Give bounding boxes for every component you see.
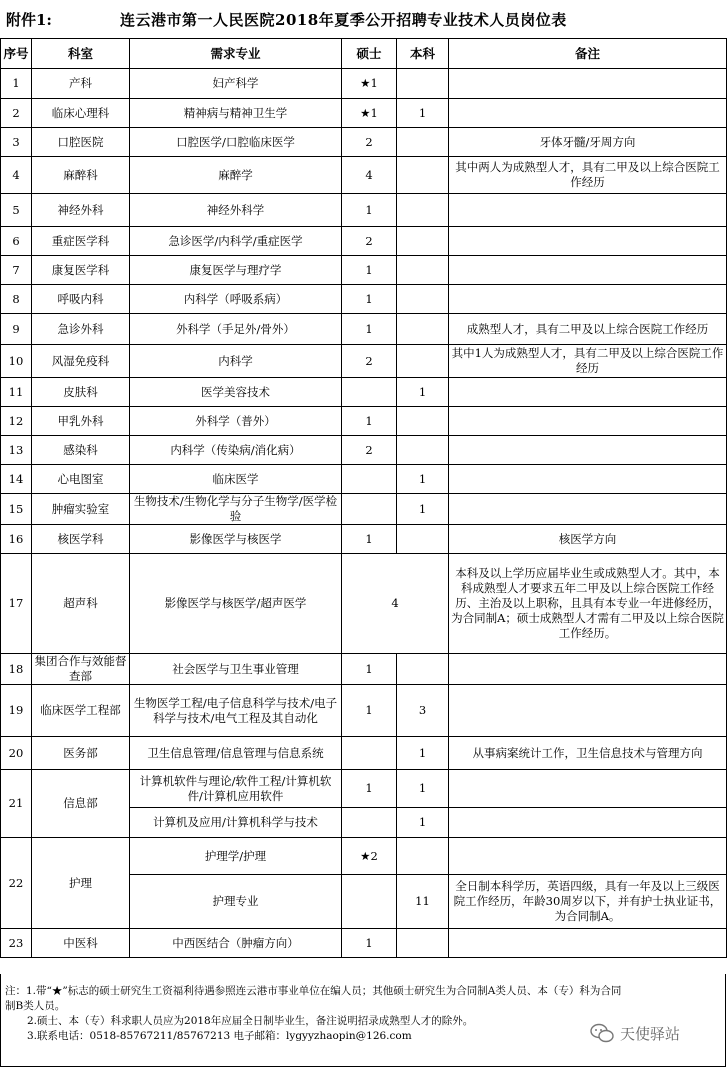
cell-bachelor: [397, 128, 449, 157]
table-row: [1, 654, 727, 685]
cell-note: 成熟型人才，具有二甲及以上综合医院工作经历: [449, 314, 727, 345]
cell-note: [449, 685, 727, 737]
cell-note: [449, 929, 727, 958]
cell-bachelor: 11: [397, 875, 449, 929]
cell-note: [449, 465, 727, 494]
cell-no: 23: [1, 929, 32, 958]
cell-note: [449, 378, 727, 407]
table-row: [1, 378, 727, 407]
cell-note: 牙体牙髓/牙周方向: [449, 128, 727, 157]
table-row: [1, 157, 727, 194]
col-header-note: 备注: [449, 39, 727, 69]
cell-master: [342, 875, 397, 929]
table-row: [1, 99, 727, 128]
cell-no: 22: [1, 838, 32, 929]
cell-bachelor: [397, 345, 449, 378]
cell-dept: 产科: [32, 69, 130, 99]
cell-dept: 心电图室: [32, 465, 130, 494]
cell-bachelor: [397, 654, 449, 685]
cell-master: [342, 378, 397, 407]
table-row: [1, 256, 727, 285]
cell-dept: 急诊外科: [32, 314, 130, 345]
table-header-row: [1, 39, 727, 69]
cell-no: 4: [1, 157, 32, 194]
cell-bachelor: 1: [397, 378, 449, 407]
table-row: [1, 227, 727, 256]
cell-dept: 超声科: [32, 554, 130, 654]
cell-dept: 皮肤科: [32, 378, 130, 407]
cell-master: 1: [342, 407, 397, 436]
cell-master: ★1: [342, 69, 397, 99]
attachment-label: 附件1:: [6, 11, 52, 29]
cell-major: 生物技术/生物化学与分子生物学/医学检验: [130, 494, 342, 525]
cell-no: 11: [1, 378, 32, 407]
cell-note: [449, 770, 727, 808]
cell-no: 16: [1, 525, 32, 554]
cell-dept: 中医科: [32, 929, 130, 958]
cell-major: 神经外科学: [130, 194, 342, 227]
cell-note: [449, 838, 727, 875]
cell-major: 计算机软件与理论/软件工程/计算机软件/计算机应用软件: [130, 770, 342, 808]
cell-dept: 康复医学科: [32, 256, 130, 285]
cell-note: [449, 654, 727, 685]
chat-bubble-icon: [590, 1022, 614, 1044]
cell-bachelor: 1: [397, 465, 449, 494]
table-row: [1, 929, 727, 958]
cell-master: [342, 465, 397, 494]
cell-note: 其中1人为成熟型人才，具有二甲及以上综合医院工作经历: [449, 345, 727, 378]
cell-dept: 肿瘤实验室: [32, 494, 130, 525]
cell-master: 1: [342, 525, 397, 554]
table-row: [1, 494, 727, 525]
cell-bachelor: 1: [397, 770, 449, 808]
table-row: [1, 407, 727, 436]
cell-bachelor: [397, 436, 449, 465]
table-row: [1, 285, 727, 314]
cell-no: 6: [1, 227, 32, 256]
cell-dept: 核医学科: [32, 525, 130, 554]
cell-bachelor: [397, 285, 449, 314]
col-header-bachelor: 本科: [397, 39, 449, 69]
cell-major: 急诊医学/内科学/重症医学: [130, 227, 342, 256]
cell-major: 精神病与精神卫生学: [130, 99, 342, 128]
positions-table: [0, 38, 727, 958]
cell-master: 1: [342, 654, 397, 685]
table-row: [1, 685, 727, 737]
cell-no: 20: [1, 737, 32, 770]
col-header-no: 序号: [1, 39, 32, 69]
cell-master: 1: [342, 770, 397, 808]
col-header-major: 需求专业: [130, 39, 342, 69]
table-row: [1, 737, 727, 770]
cell-master: 4: [342, 157, 397, 194]
cell-master: 2: [342, 436, 397, 465]
cell-no: 5: [1, 194, 32, 227]
cell-major: 外科学（普外）: [130, 407, 342, 436]
cell-bachelor: [397, 69, 449, 99]
cell-no: 7: [1, 256, 32, 285]
cell-master: 2: [342, 128, 397, 157]
cell-note: [449, 99, 727, 128]
cell-no: 3: [1, 128, 32, 157]
cell-dept: 护理: [32, 838, 130, 929]
table-row: [1, 128, 727, 157]
cell-bachelor: 1: [397, 494, 449, 525]
cell-master: 1: [342, 194, 397, 227]
cell-major: 妇产科学: [130, 69, 342, 99]
cell-master: 2: [342, 345, 397, 378]
cell-dept: 集团合作与效能督查部: [32, 654, 130, 685]
cell-bachelor: [397, 929, 449, 958]
cell-no: 10: [1, 345, 32, 378]
cell-no: 21: [1, 770, 32, 838]
page-title: 连云港市第一人民医院2018年夏季公开招聘专业技术人员岗位表: [120, 11, 567, 29]
cell-note: 核医学方向: [449, 525, 727, 554]
footnotes-box: [0, 974, 726, 1067]
cell-note: 其中两人为成熟型人才，具有二甲及以上综合医院工作经历: [449, 157, 727, 194]
cell-bachelor: [397, 194, 449, 227]
cell-note: [449, 227, 727, 256]
cell-major: 生物医学工程/电子信息科学与技术/电子科学与技术/电气工程及其自动化: [130, 685, 342, 737]
cell-bachelor: [397, 407, 449, 436]
col-header-master: 硕士: [342, 39, 397, 69]
cell-bachelor: [397, 838, 449, 875]
cell-master: ★2: [342, 838, 397, 875]
cell-note: 本科及以上学历应届毕业生或成熟型人才。其中，本科成熟型人才要求五年二甲及以上综合医院工作经历、主治及以上职称，且具有本专业一年进修经历，为合同制A；硕士成熟型人才需有二甲及以上综合医院工作经历。: [449, 554, 727, 654]
cell-major: 社会医学与卫生事业管理: [130, 654, 342, 685]
cell-no: 8: [1, 285, 32, 314]
cell-no: 1: [1, 69, 32, 99]
cell-master-bachelor-combined: 4: [342, 554, 449, 654]
cell-bachelor: 1: [397, 99, 449, 128]
cell-master: [342, 808, 397, 838]
cell-major: 内科学（传染病/消化病）: [130, 436, 342, 465]
cell-major: 临床医学: [130, 465, 342, 494]
cell-bachelor: [397, 227, 449, 256]
footnote-1-continued: 制B类人员。: [5, 1000, 66, 1012]
cell-note: 全日制本科学历，英语四级，具有一年及以上三级医院工作经历，年龄30周岁以下，并有护士执业证书，为合同制A。: [449, 875, 727, 929]
cell-dept: 风湿免疫科: [32, 345, 130, 378]
cell-major: 护理学/护理: [130, 838, 342, 875]
cell-major: 麻醉学: [130, 157, 342, 194]
cell-dept: 呼吸内科: [32, 285, 130, 314]
table-row: [1, 345, 727, 378]
cell-major: 护理专业: [130, 875, 342, 929]
cell-dept: 信息部: [32, 770, 130, 838]
cell-dept: 甲乳外科: [32, 407, 130, 436]
cell-master: 1: [342, 256, 397, 285]
table-row: [1, 770, 727, 808]
cell-note: [449, 808, 727, 838]
cell-major: 内科学（呼吸系病）: [130, 285, 342, 314]
table-row: [1, 525, 727, 554]
cell-dept: 临床医学工程部: [32, 685, 130, 737]
cell-no: 2: [1, 99, 32, 128]
table-row: [1, 465, 727, 494]
cell-no: 15: [1, 494, 32, 525]
cell-dept: 感染科: [32, 436, 130, 465]
cell-major: 外科学（手足外/骨外）: [130, 314, 342, 345]
cell-note: [449, 407, 727, 436]
cell-no: 19: [1, 685, 32, 737]
cell-master: [342, 494, 397, 525]
footnote-2: 2.硕士、本（专）科求职人员应为2018年应届全日制毕业生，备注说明招录成熟型人才的除外。: [27, 1015, 474, 1027]
cell-note: [449, 194, 727, 227]
cell-dept: 口腔医院: [32, 128, 130, 157]
cell-no: 9: [1, 314, 32, 345]
title-row: [0, 0, 728, 38]
cell-master: 2: [342, 227, 397, 256]
cell-bachelor: [397, 157, 449, 194]
cell-major: 康复医学与理疗学: [130, 256, 342, 285]
cell-major: 卫生信息管理/信息管理与信息系统: [130, 737, 342, 770]
cell-bachelor: 1: [397, 737, 449, 770]
cell-master: ★1: [342, 99, 397, 128]
table-row: [1, 436, 727, 465]
cell-major: 影像医学与核医学/超声医学: [130, 554, 342, 654]
cell-no: 14: [1, 465, 32, 494]
footnote-3: 3.联系电话：0518-85767211/85767213 电子邮箱：lygyyzhaopin@126.com: [27, 1030, 412, 1042]
cell-major: 医学美容技术: [130, 378, 342, 407]
cell-bachelor: [397, 256, 449, 285]
table-row: [1, 838, 727, 875]
cell-major: 影像医学与核医学: [130, 525, 342, 554]
cell-major: 计算机及应用/计算机科学与技术: [130, 808, 342, 838]
cell-master: 1: [342, 285, 397, 314]
table-row: [1, 314, 727, 345]
cell-note: [449, 256, 727, 285]
cell-dept: 临床心理科: [32, 99, 130, 128]
cell-note: [449, 436, 727, 465]
cell-no: 12: [1, 407, 32, 436]
table-row: [1, 69, 727, 99]
cell-dept: 重症医学科: [32, 227, 130, 256]
cell-bachelor: 1: [397, 808, 449, 838]
cell-no: 17: [1, 554, 32, 654]
cell-dept: 麻醉科: [32, 157, 130, 194]
cell-major: 口腔医学/口腔临床医学: [130, 128, 342, 157]
cell-master: 1: [342, 314, 397, 345]
cell-major: 中西医结合（肿瘤方向）: [130, 929, 342, 958]
cell-note: [449, 285, 727, 314]
cell-major: 内科学: [130, 345, 342, 378]
cell-master: 1: [342, 685, 397, 737]
cell-note: [449, 69, 727, 99]
cell-bachelor: [397, 525, 449, 554]
cell-no: 13: [1, 436, 32, 465]
cell-bachelor: 3: [397, 685, 449, 737]
cell-no: 18: [1, 654, 32, 685]
watermark-text: 天使驿站: [620, 1024, 681, 1043]
table-row: [1, 194, 727, 227]
cell-master: 1: [342, 929, 397, 958]
footnote-1: 注：1.带“★”标志的硕士研究生工资福利待遇参照连云港市事业单位在编人员；其他硕士研究生为合同制A类人员、本（专）科为合同: [5, 985, 622, 997]
cell-note: [449, 494, 727, 525]
cell-dept: 神经外科: [32, 194, 130, 227]
table-row: [1, 554, 727, 654]
cell-bachelor: [397, 314, 449, 345]
watermark: [590, 1022, 680, 1044]
cell-note: 从事病案统计工作，卫生信息技术与管理方向: [449, 737, 727, 770]
cell-master: [342, 737, 397, 770]
col-header-dept: 科室: [32, 39, 130, 69]
cell-dept: 医务部: [32, 737, 130, 770]
